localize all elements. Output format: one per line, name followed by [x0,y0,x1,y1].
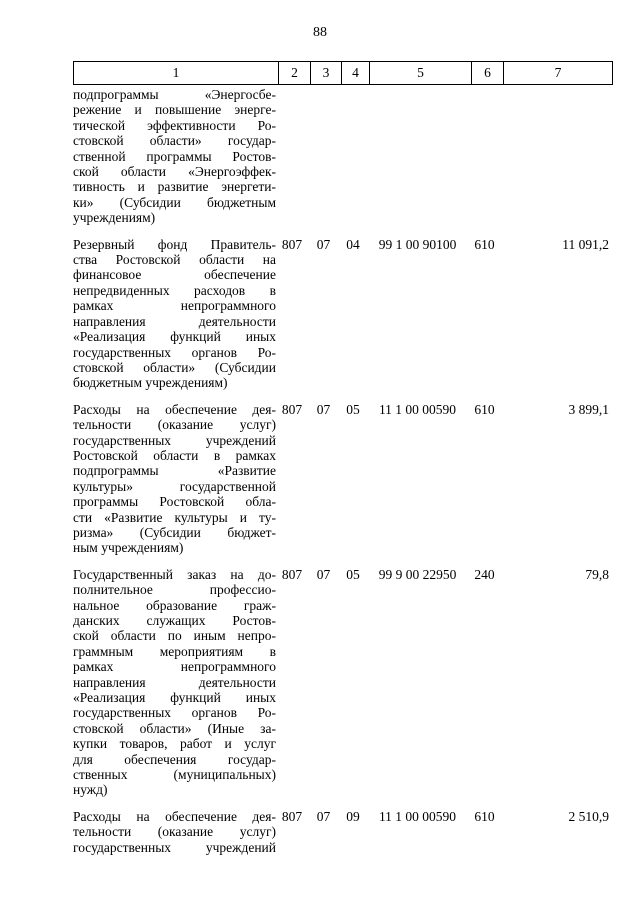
row-description [73,809,276,855]
description-line: тельности (оказание услуг) [73,824,276,840]
description-line: ской области по иным непро- [73,628,276,644]
cell-target-article: 11 1 00 00590 [378,401,457,417]
description-line: Расходы на обеспечение дея- [73,401,276,417]
description-line: ской области «Энергоэффек- [73,164,276,180]
header-cell-7: 7 [504,62,613,85]
cell-amount: 11 091,2 [562,236,609,252]
cell-amount: 79,8 [585,566,609,582]
description-line: нальное образование граж- [73,597,276,613]
description-line: Государственный заказ на до- [73,566,276,582]
description-line: подпрограммы «Энергосбе- [73,87,276,102]
description-line: рамках непрограммного [73,298,276,314]
table-row [73,237,612,391]
cell-subsection: 05 [346,401,360,417]
cell-ministry-code: 807 [281,236,303,252]
description-line: данских служащих Ростов- [73,613,276,628]
row-description [73,402,276,556]
description-line: направления деятельности [73,313,276,329]
cell-ministry-code: 807 [281,566,303,582]
description-line: тической эффективности Ро- [73,117,276,133]
row-description [73,87,276,226]
description-line: государственных учреждений [73,839,276,855]
cell-ministry-code: 807 [281,808,303,824]
cell-amount: 3 899,1 [568,401,609,417]
description-line: учреждениям) [73,210,156,226]
description-line: сти «Развитие культуры и ту- [73,509,276,525]
header-cell-1: 1 [74,62,279,85]
description-line: граммным мероприятиям в [73,643,276,659]
page-number: 88 [313,25,327,40]
description-line: ки» (Субсидии бюджетным [73,194,276,210]
cell-section: 07 [316,236,331,252]
header-cell-4: 4 [342,62,370,85]
description-line: режение и повышение энерге- [73,102,276,118]
cell-subsection: 04 [346,236,360,252]
cell-target-article: 99 1 00 90100 [378,236,457,252]
cell-expense-type: 610 [474,808,495,824]
description-line: ным учреждениям) [73,540,184,556]
cell-section: 07 [316,401,331,417]
table-row [73,402,612,556]
description-line: культуры» государственной [73,478,276,494]
description-line: тивность и развитие энергети- [73,179,276,195]
description-line: Ростовской области в рамках [73,447,276,463]
table-row [73,87,612,226]
description-line: «Реализация функций иных [73,329,276,345]
cell-section: 07 [316,808,331,824]
description-line: стовской области» (Иные за- [73,720,276,736]
header-cell-6: 6 [472,62,504,85]
description-line: тельности (оказание услуг) [73,417,276,433]
table-row [73,567,612,798]
header-cell-5: 5 [370,62,472,85]
row-description [73,567,276,798]
description-line: Расходы на обеспечение дея- [73,808,276,824]
description-line: ственных (муниципальных) [73,767,276,783]
table-header-row [74,62,613,85]
table-row [73,809,612,855]
description-line: ственной программы Ростов- [73,148,276,164]
cell-expense-type: 240 [474,566,495,582]
description-line: государственных органов Ро- [73,344,276,360]
description-line: стовской области» (Субсидии [73,359,276,375]
description-line: бюджетным учреждениям) [73,375,228,391]
header-cell-2: 2 [279,62,311,85]
table-header [73,61,613,85]
cell-expense-type: 610 [474,401,495,417]
description-line: финансовое обеспечение [73,267,276,283]
cell-amount: 2 510,9 [568,808,609,824]
header-cell-3: 3 [311,62,342,85]
description-line: рамках непрограммного [73,659,276,675]
description-line: программы Ростовской обла- [73,494,276,510]
table-body [73,87,612,866]
description-line: Резервный фонд Правитель- [73,236,276,252]
description-line: купки товаров, работ и услуг [73,736,276,752]
row-description [73,237,276,391]
description-line: ства Ростовской области на [73,252,276,268]
cell-ministry-code: 807 [281,401,303,417]
cell-target-article: 99 9 00 22950 [378,566,457,582]
description-line: стовской области» государ- [73,133,276,149]
description-line: непредвиденных расходов в [73,282,276,298]
cell-target-article: 11 1 00 00590 [378,808,457,824]
description-line: «Реализация функций иных [73,690,276,706]
cell-section: 07 [316,566,331,582]
description-line: нужд) [73,782,108,798]
cell-subsection: 05 [346,566,360,582]
description-line: полнительное профессио- [73,582,276,598]
description-line: подпрограммы «Развитие [73,463,276,479]
description-line: для обеспечения государ- [73,751,276,767]
description-line: ризма» (Субсидии бюджет- [73,524,276,540]
cell-subsection: 09 [346,808,360,824]
cell-expense-type: 610 [474,236,495,252]
description-line: государственных учреждений [73,432,276,448]
description-line: направления деятельности [73,674,276,690]
description-line: государственных органов Ро- [73,705,276,721]
